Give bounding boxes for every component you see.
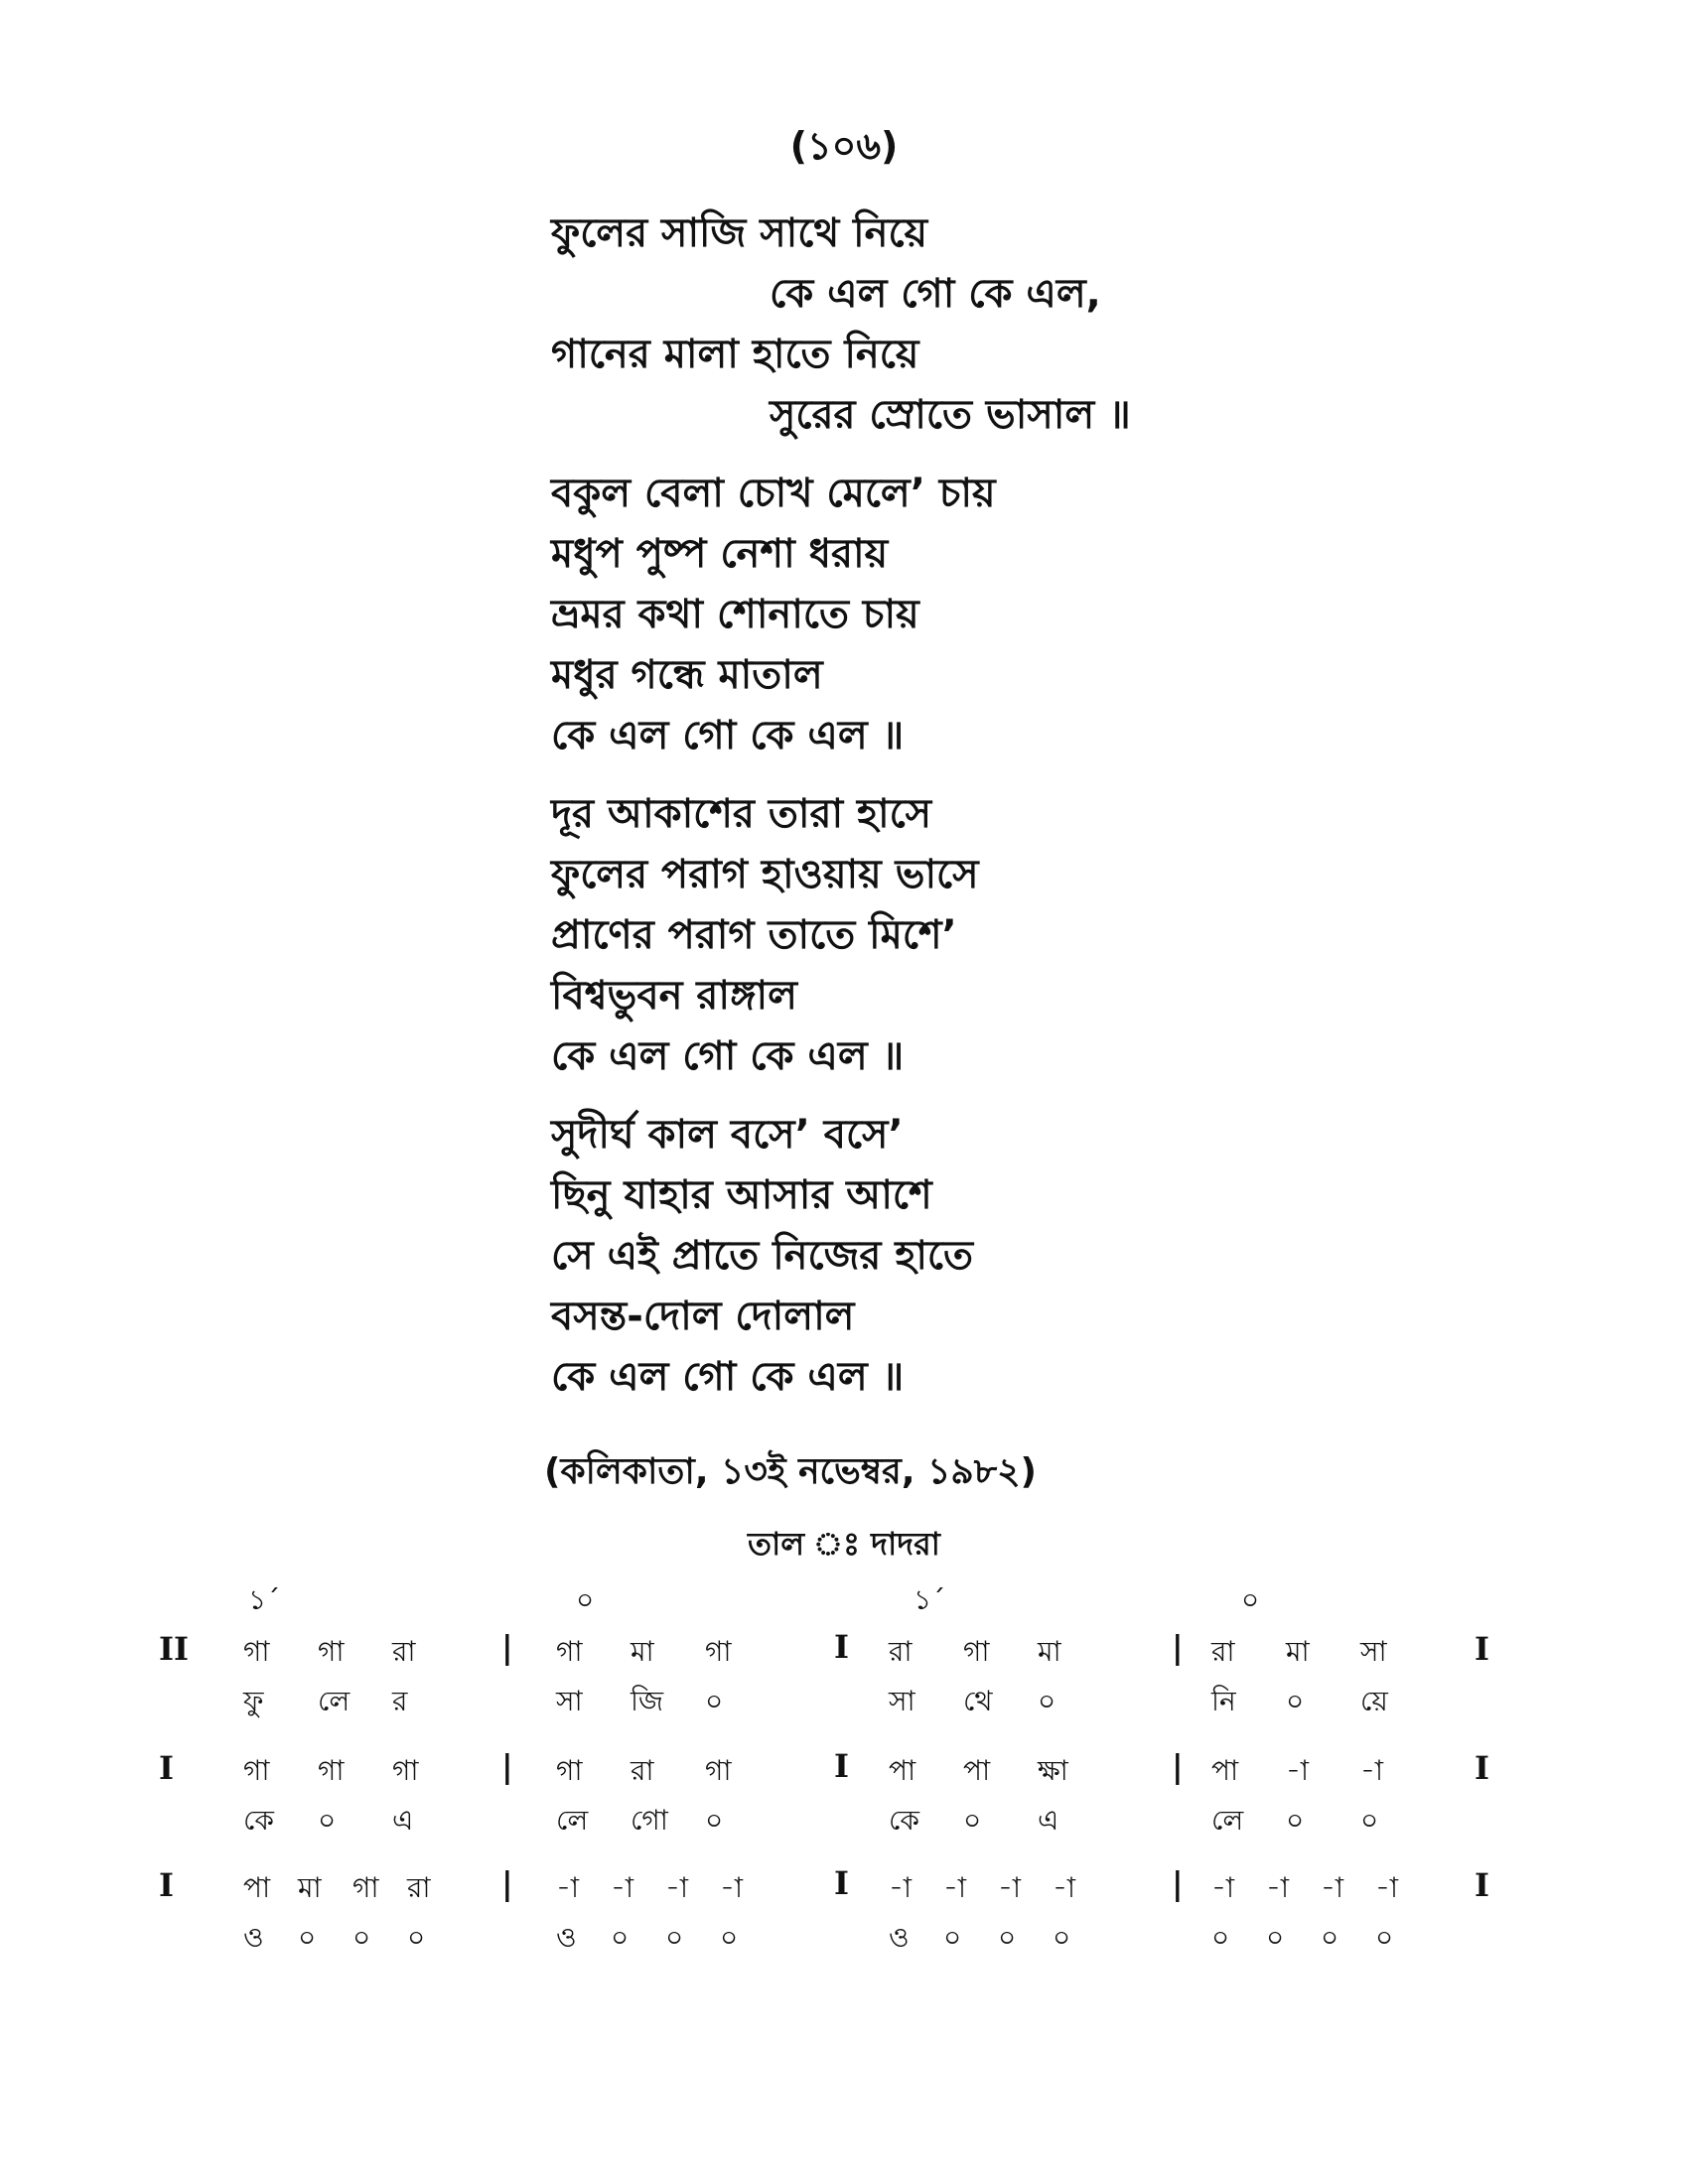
note: রা [631, 1754, 654, 1787]
beat-mark: ১´ [248, 1583, 281, 1616]
bar-separator: | [501, 1628, 513, 1666]
lyric-syllable: গো [631, 1804, 668, 1837]
lyric-syllable: ০ [611, 1921, 630, 1954]
note: মা [1038, 1635, 1061, 1668]
note: -া [1286, 1754, 1310, 1787]
stanza-1 [551, 204, 1445, 446]
lyric-syllable: সা [889, 1685, 915, 1717]
lyric-syllable: ০ [998, 1921, 1017, 1954]
poem-line: মধুপ পুষ্প নেশা ধরায় [551, 531, 889, 577]
bar-line-end: I [1475, 1866, 1489, 1904]
note: গা [963, 1635, 990, 1668]
bar-separator: | [501, 1747, 513, 1785]
note: সা [1360, 1635, 1387, 1668]
note: -া [889, 1871, 913, 1904]
note: ক্ষা [1038, 1754, 1068, 1787]
lyric-syllable: ০ [1321, 1921, 1339, 1954]
lyric-syllable: কে [889, 1804, 919, 1837]
bar-line-start: I [159, 1866, 174, 1904]
note: -া [1321, 1871, 1344, 1904]
note: -া [720, 1871, 744, 1904]
lyric-syllable: কে [243, 1804, 274, 1837]
footnote-place-date: (কলিকাতা, ১৩ই নভেম্বর, ১৯৮২) [544, 1451, 1038, 1492]
poem-line: প্রাণের পরাগ তাতে মিশে’ [551, 912, 957, 958]
poem-line: মধুর গন্ধে মাতাল [551, 652, 823, 698]
poem-line: সে এই প্রাতে নিজের হাতে [551, 1233, 974, 1279]
poem-line: ফুলের পরাগ হাওয়ায় ভাসে [551, 852, 979, 897]
lyric-syllable: র [392, 1685, 408, 1717]
note: -া [665, 1871, 689, 1904]
lyric-syllable: ০ [963, 1804, 982, 1837]
note: -া [1211, 1871, 1235, 1904]
beat-mark: ০ [576, 1583, 595, 1616]
note: -া [943, 1871, 967, 1904]
lyric-syllable: ০ [705, 1685, 724, 1717]
lyric-syllable: ০ [1266, 1921, 1285, 1954]
poem-line: ফুলের সাজি সাথে নিয়ে [551, 210, 928, 256]
note: গা [318, 1635, 345, 1668]
note: গা [705, 1754, 732, 1787]
note: গা [556, 1754, 583, 1787]
note: গা [318, 1754, 345, 1787]
bar-separator: | [501, 1864, 513, 1902]
lyric-syllable: ০ [665, 1921, 684, 1954]
lyric-syllable: ০ [1211, 1921, 1230, 1954]
lyric-syllable: ০ [720, 1921, 739, 1954]
lyric-syllable: থে [963, 1685, 993, 1717]
note: -া [1266, 1871, 1290, 1904]
note: রা [1211, 1635, 1235, 1668]
lyric-syllable: লে [556, 1804, 589, 1837]
poem-line: কে এল গো কে এল ॥ [551, 1354, 905, 1400]
poem-line: সুদীর্ঘ কাল বসে’ বসে’ [551, 1112, 904, 1158]
lyric-syllable: ০ [407, 1921, 426, 1954]
note: গা [243, 1635, 270, 1668]
lyric-syllable: ০ [352, 1921, 371, 1954]
note: -া [556, 1871, 580, 1904]
poem-line: বিশ্বভুবন রাঙ্গাল [551, 973, 797, 1019]
lyric-syllable: য়ে [1360, 1685, 1388, 1717]
note: গা [243, 1754, 270, 1787]
bar-separator: | [1172, 1628, 1184, 1666]
note: মা [1286, 1635, 1310, 1668]
poem-line: কে এল গো কে এল ॥ [551, 713, 905, 758]
note: রা [392, 1635, 416, 1668]
lyric-syllable: ০ [298, 1921, 317, 1954]
bar-separator: | [1172, 1747, 1184, 1785]
note: মা [631, 1635, 654, 1668]
note: গা [352, 1871, 379, 1904]
tala-heading: তাল ঃ দাদরা [748, 1525, 940, 1563]
lyric-syllable: লে [1211, 1804, 1244, 1837]
beat-mark: ০ [1241, 1583, 1260, 1616]
note: -া [1375, 1871, 1399, 1904]
lyric-syllable: ০ [1286, 1685, 1305, 1717]
lyric-syllable: ও [889, 1921, 910, 1954]
poem-line: গানের মালা হাতে নিয়ে [551, 332, 919, 377]
bar-separator: I [834, 1864, 849, 1902]
poem-line: কে এল গো কে এল, [770, 271, 1101, 317]
lyric-syllable: ০ [943, 1921, 962, 1954]
lyric-syllable: জি [631, 1685, 664, 1717]
note: গা [392, 1754, 419, 1787]
bar-line-start: I [159, 1749, 174, 1787]
note: মা [298, 1871, 322, 1904]
stanza-3 [551, 784, 1445, 1087]
stanza-2 [551, 464, 1445, 766]
bar-line-start: II [159, 1630, 189, 1668]
note: পা [1211, 1754, 1239, 1787]
lyric-syllable: ও [556, 1921, 577, 1954]
lyric-syllable: এ [392, 1804, 414, 1837]
lyric-syllable: ০ [1375, 1921, 1394, 1954]
poem-line: বসন্ত-দোল দোলাল [551, 1294, 855, 1339]
note: গা [556, 1635, 583, 1668]
lyric-syllable: সা [556, 1685, 583, 1717]
beat-mark: ১´ [914, 1583, 946, 1616]
note: পা [243, 1871, 271, 1904]
music-notation [159, 1578, 1549, 1995]
note: পা [889, 1754, 916, 1787]
note: রা [407, 1871, 431, 1904]
note: -া [1360, 1754, 1384, 1787]
page-number: (১০৬) [789, 124, 899, 168]
note: -া [998, 1871, 1022, 1904]
poem-body [551, 204, 1445, 1426]
note: -া [611, 1871, 634, 1904]
lyric-syllable: লে [318, 1685, 351, 1717]
bar-line-end: I [1475, 1749, 1489, 1787]
lyric-syllable: ০ [1360, 1804, 1379, 1837]
poem-line: ভ্রমর কথা শোনাতে চায় [551, 592, 919, 637]
poem-line: সুরের স্রোতে ভাসাল ॥ [770, 392, 1131, 438]
note: পা [963, 1754, 991, 1787]
note: গা [705, 1635, 732, 1668]
stanza-4 [551, 1105, 1445, 1408]
note: -া [1053, 1871, 1076, 1904]
poem-line: দূর আকাশের তারা হাসে [551, 791, 932, 837]
poem-line: কে এল গো কে এল ॥ [551, 1033, 905, 1079]
poem-line: ছিনু যাহার আসার আশে [551, 1172, 932, 1218]
lyric-syllable: ০ [1053, 1921, 1071, 1954]
bar-line-end: I [1475, 1630, 1489, 1668]
lyric-syllable: এ [1038, 1804, 1059, 1837]
lyric-syllable: ০ [1038, 1685, 1056, 1717]
lyric-syllable: ও [243, 1921, 264, 1954]
lyric-syllable: ০ [1286, 1804, 1305, 1837]
bar-separator: | [1172, 1864, 1184, 1902]
poem-line: বকুল বেলা চোখ মেলে’ চায় [551, 471, 996, 516]
lyric-syllable: নি [1211, 1685, 1236, 1717]
bar-separator: I [834, 1628, 849, 1666]
lyric-syllable: ফু [243, 1685, 264, 1717]
lyric-syllable: ০ [705, 1804, 724, 1837]
lyric-syllable: ০ [318, 1804, 337, 1837]
note: রা [889, 1635, 913, 1668]
bar-separator: I [834, 1747, 849, 1785]
